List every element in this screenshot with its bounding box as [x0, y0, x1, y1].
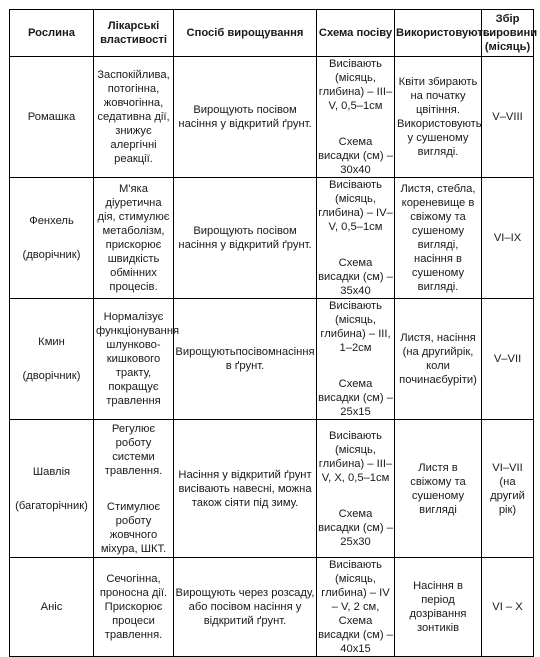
method-cell: Насіння у відкритий ґрунт висівають навесні, можна також сіяти під зиму.: [174, 420, 317, 558]
properties-cell: Заспокійлива, потогінна, жовчогінна, седативна дії, знижує алергічні реакції.: [94, 57, 174, 178]
table-row: [10, 57, 534, 178]
properties-cell: Регулює роботу системи травлення. Стимулює роботу жовчного міхура, ШКТ.: [94, 420, 174, 558]
plant-name: Ромашка: [10, 57, 94, 178]
method-cell: Вирощують через розсаду, або посівом насіння у відкритий ґрунт.: [174, 558, 317, 657]
method-cell: Вирощують посівом насіння у відкритий ґрунт.: [174, 178, 317, 299]
use-cell: Насіння в період дозрівання зонтиків: [395, 558, 482, 657]
plant-lifecycle: (багаторічник): [15, 499, 88, 512]
plant-name: Фенхель (дворічник): [10, 178, 94, 299]
schedule-cell: Висівають (місяць, глибина) – III–V, X, 0,5–1см Схема висадки (см) – 25х30: [317, 420, 395, 558]
header-method: Спосіб вирощування: [174, 10, 317, 57]
table-row: [10, 178, 534, 299]
plant-lifecycle: (дворічник): [22, 370, 81, 382]
harvest-cell: VI – X: [482, 558, 534, 657]
harvest-cell: VI–VII (на другий рік): [482, 420, 534, 558]
method-cell: Вирощують посівом насіння у відкритий ґрунт.: [174, 57, 317, 178]
schedule-cell: Висівають (місяць, глибина) – III–V, 0,5–1см Схема висадки (см) –30х40: [318, 58, 393, 176]
plant-lifecycle: (дворічник): [22, 249, 81, 261]
schedule-cell: Висівають (місяць, глибина) – IV – V, 2 см, Схема висадки (см) – 40х15: [318, 559, 393, 655]
herb-table: [9, 9, 538, 657]
properties-cell: Нормалізує функціонування шлунково-кишкового тракту, покращує травлення: [94, 299, 174, 420]
header-harvest: Збір сировини (місяць): [482, 10, 534, 57]
use-cell: Квіти збирають на початку цвітіння. Використовують у сушеному вигляді.: [395, 57, 482, 178]
harvest-cell: V–VIII: [482, 57, 534, 178]
use-cell: Листя, стебла, кореневище в свіжому та сушеному вигляді, насіння в сушеному вигляді.: [395, 178, 482, 299]
schedule-cell: Висівають (місяць, глибина) – III, 1–2см Схема висадки (см) –25х15: [318, 300, 393, 418]
plant-name: Кмин (дворічник): [10, 299, 94, 420]
plant-name: Аніс: [10, 558, 94, 657]
header-properties: Лікарські властивості: [94, 10, 174, 57]
table-row: [10, 558, 534, 657]
properties-cell: М'яка діуретична дія, стимулює метаболізм, прискорює швидкість обмінних процесів.: [94, 178, 174, 299]
properties-cell: Сечогінна, проносна дії. Прискорює процеси травлення.: [94, 558, 174, 657]
harvest-cell: VI–IX: [482, 178, 534, 299]
plant-name: Шавлія (багаторічник): [10, 420, 94, 558]
header-row: [10, 10, 534, 57]
header-schedule: Схема посіву: [317, 10, 395, 57]
method-cell: Вирощуютьпосівомнасіння в ґрунт.: [174, 299, 317, 420]
table-row: [10, 299, 534, 420]
use-cell: Листя, насіння (на другийрік, коли починаєбуріти): [395, 299, 482, 420]
header-plant: Рослина: [10, 10, 94, 57]
schedule-cell: Висівають (місяць, глибина) – IV–V, 0,5–1см Схема висадки (см) –35х40: [318, 179, 393, 297]
header-use: Використовують: [395, 10, 482, 57]
use-cell: Листя в свіжому та сушеному вигляді: [395, 420, 482, 558]
table-row: [10, 420, 534, 558]
harvest-cell: V–VII: [482, 299, 534, 420]
